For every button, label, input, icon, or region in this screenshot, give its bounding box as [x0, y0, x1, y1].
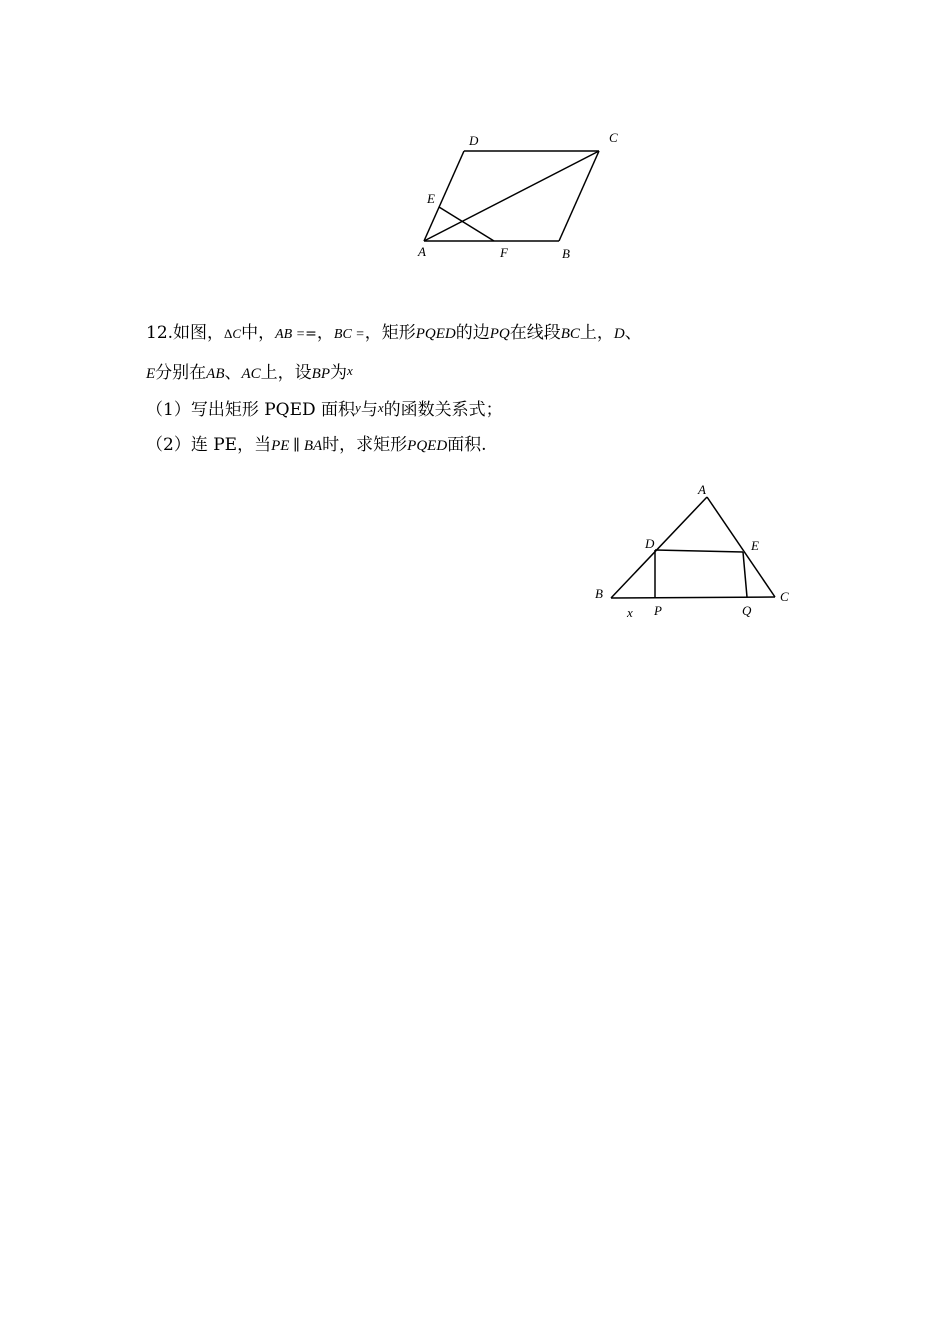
problem-part-2	[146, 434, 487, 457]
text: 分别在	[155, 363, 207, 383]
pe-parallel-ba: PE ∥ BA	[271, 438, 323, 454]
text: ，	[316, 323, 334, 343]
bc-expr: BC =	[333, 327, 365, 342]
text: 的函数关系式；	[383, 400, 503, 420]
label-p: P	[654, 603, 662, 618]
pq: PQ	[489, 326, 510, 342]
text: 在线段	[509, 323, 561, 343]
segment-ef	[439, 207, 494, 241]
label-d: D	[645, 536, 655, 551]
variable-x: x	[377, 400, 384, 415]
text: 上，	[579, 323, 614, 343]
segment-ab	[611, 497, 707, 598]
text: 、	[624, 323, 642, 343]
bc: BC	[560, 326, 580, 342]
triangle-rectangle-figure	[585, 478, 800, 623]
segment-de	[655, 550, 743, 552]
text: 如图，	[173, 323, 225, 343]
label-c: C	[609, 130, 618, 145]
text: 的边	[455, 323, 490, 343]
diagonal-ac	[424, 151, 599, 241]
ab-expr: AB =	[275, 327, 306, 342]
text: （2）连 PE，当	[146, 435, 272, 455]
text: 与	[360, 400, 378, 420]
text: 时，求矩形	[322, 435, 408, 455]
text: 为	[330, 363, 347, 383]
pqed: PQED	[415, 326, 456, 342]
label-a: A	[418, 244, 426, 259]
label-c: C	[780, 589, 789, 604]
label-q: Q	[742, 603, 752, 618]
label-a: A	[698, 482, 706, 497]
pqed: PQED	[407, 438, 448, 454]
vertex-c: C	[232, 326, 242, 341]
ac: AC	[241, 366, 261, 382]
parallelogram-figure	[400, 120, 640, 270]
problem-number: 12.	[146, 323, 174, 343]
label-f: F	[500, 245, 508, 260]
equals: =	[305, 326, 317, 342]
segment-bc	[611, 597, 775, 598]
text: 上，设	[260, 363, 312, 383]
problem-line-2	[146, 360, 353, 385]
problem-part-1	[146, 397, 503, 421]
bp: BP	[311, 366, 330, 382]
segment-bc	[559, 151, 599, 241]
segment-ac	[707, 497, 775, 597]
point-e: E	[146, 366, 156, 382]
triangle-symbol: Δ	[224, 326, 233, 341]
segment-eq	[743, 552, 747, 597]
label-e: E	[427, 191, 435, 206]
variable-x: x	[347, 363, 353, 378]
text: ，矩形	[364, 323, 416, 343]
text: 面积.	[447, 435, 487, 455]
text: 、	[224, 363, 242, 383]
label-b: B	[595, 586, 603, 601]
variable-y: y	[355, 400, 361, 415]
ab: AB	[206, 366, 225, 382]
label-x: x	[627, 605, 633, 620]
label-e: E	[751, 538, 759, 553]
text: 中，	[241, 323, 276, 343]
label-b: B	[562, 246, 570, 261]
text: （1）写出矩形 PQED 面积	[146, 400, 356, 420]
label-d: D	[469, 133, 479, 148]
problem-line-1	[146, 322, 642, 346]
point-d: D	[613, 326, 625, 342]
